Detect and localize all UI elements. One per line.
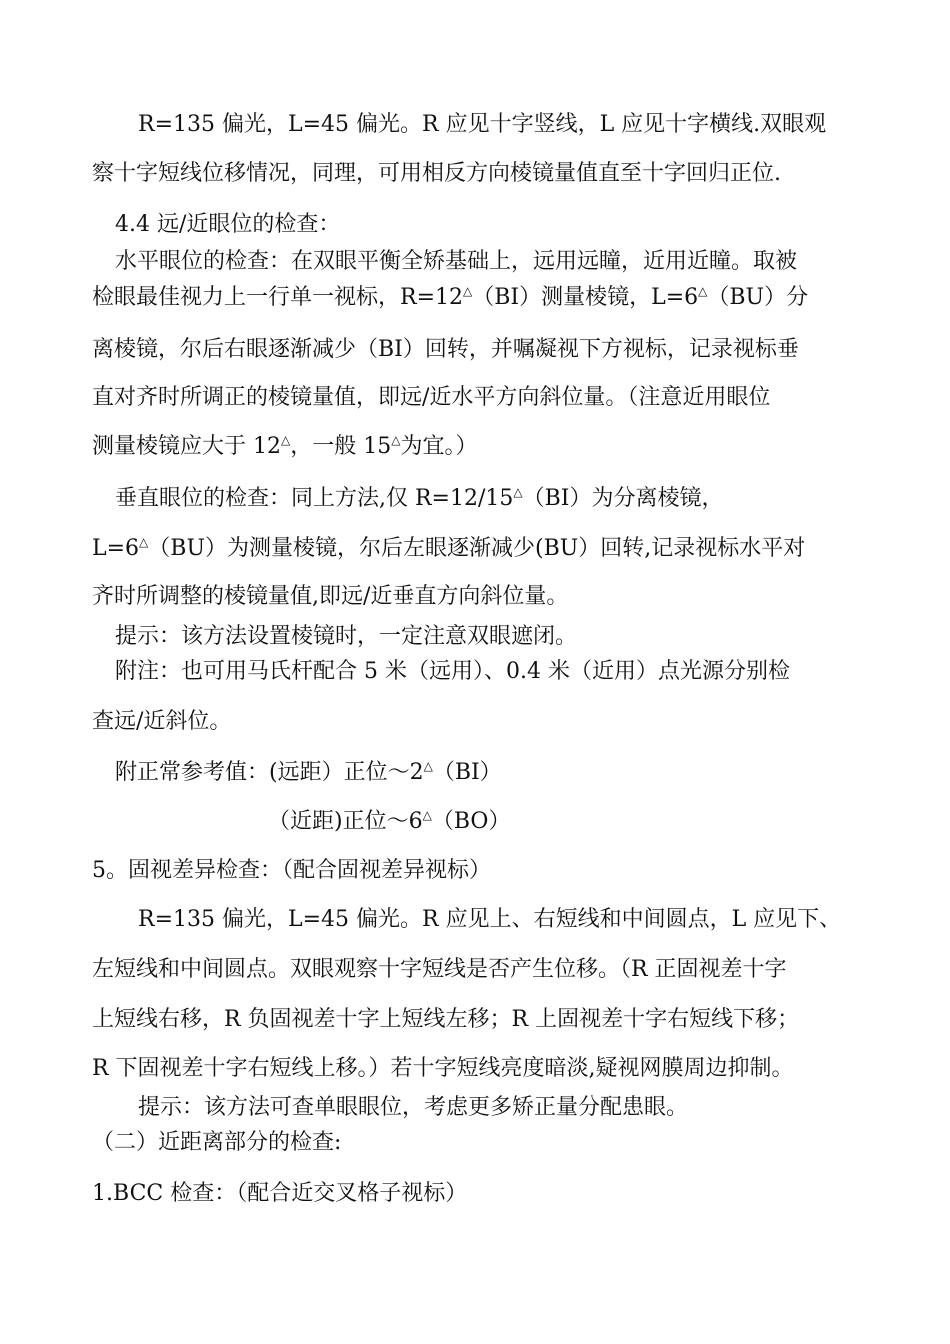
horizontal-check-line-1: 水平眼位的检查：在双眼平衡全矫基础上，远用远瞳，近用近瞳。取被 bbox=[115, 249, 798, 274]
prism-delta-symbol: △ bbox=[281, 433, 291, 447]
polarization-line-1: R=135 偏光，L=45 偏光。R 应见十字竖线，L 应见十字横线.双眼观 bbox=[138, 112, 827, 137]
text-run: （BU）为测量棱镜，尔后左眼逐渐减少(BU）回转,记录视标水平对 bbox=[148, 536, 806, 561]
text-run: 垂直眼位的检查：同上方法,仅 R=12/15 bbox=[115, 486, 514, 511]
tip-prism-setup: 提示：该方法设置棱镜时，一定注意双眼遮闭。 bbox=[115, 624, 578, 649]
vertical-check-line-1 bbox=[115, 485, 723, 513]
horizontal-check-line-3: 离棱镜，尔后右眼逐渐减少（BI）回转，并嘱凝视下方视标，记录视标垂 bbox=[92, 337, 799, 362]
section-heading-near-distance: （二）近距离部分的检查: bbox=[92, 1130, 342, 1155]
section-heading-4-4: 4.4 远/近眼位的检查： bbox=[115, 212, 341, 237]
polarization-line-2: 察十字短线位移情况，同理，可用相反方向棱镜量值直至十字回归正位. bbox=[92, 161, 781, 186]
section-heading-5: 5。固视差异检查：（配合固视差异视标） bbox=[92, 858, 491, 883]
fixation-disparity-line-4: R 下固视差十字右短线上移。）若十字短线亮度暗淡,疑视网膜周边抑制。 bbox=[92, 1056, 794, 1081]
text-run: 测量棱镜应大于 12 bbox=[92, 434, 281, 459]
text-run: （BI）测量棱镜，L=6 bbox=[472, 285, 699, 310]
vertical-check-line-3: 齐时所调整的棱镜量值,即远/近垂直方向斜位量。 bbox=[92, 584, 569, 609]
prism-delta-symbol: △ bbox=[513, 485, 523, 499]
text-run: 附正常参考值：(远距）正位～2 bbox=[115, 760, 424, 785]
prism-delta-symbol: △ bbox=[423, 759, 433, 773]
fixation-disparity-line-2: 左短线和中间圆点。双眼观察十字短线是否产生位移。（R 正固视差十字 bbox=[92, 957, 787, 982]
fixation-disparity-line-3: 上短线右移，R 负固视差十字上短线左移；R 上固视差十字右短线下移； bbox=[92, 1007, 800, 1032]
text-run: （BO） bbox=[431, 809, 511, 834]
reference-value-distance bbox=[115, 759, 502, 787]
horizontal-check-line-5 bbox=[92, 433, 477, 461]
horizontal-check-line-4: 直对齐时所调正的棱镜量值，即远/近水平方向斜位量。（注意近用眼位 bbox=[92, 385, 771, 410]
text-run: 检眼最佳视力上一行单一视标，R=12 bbox=[92, 285, 463, 310]
prism-delta-symbol: △ bbox=[463, 284, 473, 298]
prism-delta-symbol: △ bbox=[698, 284, 708, 298]
text-run: 为宜。） bbox=[400, 434, 478, 459]
vertical-check-line-2 bbox=[92, 535, 805, 563]
text-run: （BI）为分离棱镜， bbox=[522, 486, 724, 511]
note-maddox-line-1: 附注：也可用马氏杆配合 5 米（远用）、0.4 米（近用）点光源分别检 bbox=[115, 659, 790, 684]
fixation-disparity-line-1: R=135 偏光，L=45 偏光。R 应见上、右短线和中间圆点，L 应见下、 bbox=[138, 907, 842, 932]
prism-delta-symbol: △ bbox=[139, 535, 149, 549]
reference-value-near bbox=[268, 808, 510, 836]
horizontal-check-line-2 bbox=[92, 284, 808, 312]
prism-delta-symbol: △ bbox=[422, 808, 432, 822]
text-run: ，一般 15 bbox=[290, 434, 392, 459]
text-run: L=6 bbox=[92, 536, 140, 561]
text-run: （BI） bbox=[432, 760, 502, 785]
tip-single-eye: 提示：该方法可查单眼眼位，考虑更多矫正量分配患眼。 bbox=[138, 1095, 689, 1120]
note-maddox-line-2: 查远/近斜位。 bbox=[92, 709, 232, 734]
text-run: （BU）分 bbox=[707, 285, 809, 310]
text-run: （近距)正位～6 bbox=[268, 809, 423, 834]
bcc-check-item: 1.BCC 检查：（配合近交叉格子视标） bbox=[92, 1181, 468, 1206]
prism-delta-symbol: △ bbox=[391, 433, 401, 447]
